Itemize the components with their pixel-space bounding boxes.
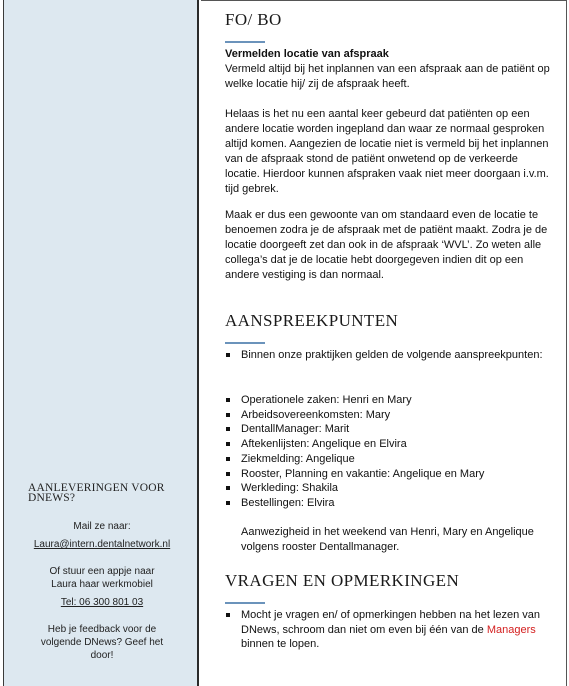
list-item: Aftekenlijsten: Angelique en Elvira	[225, 437, 555, 452]
questions-list	[225, 608, 555, 652]
bullet-icon	[226, 442, 230, 446]
bullet-icon	[226, 613, 230, 617]
questions-text-before: Mocht je vragen en/ of opmerkingen hebben na het lezen van DNews, schroom dan niet om even bij één van de	[241, 609, 541, 636]
app-instruction-line2: Laura haar werkmobiel	[51, 579, 153, 590]
managers-highlight: Managers	[486, 623, 536, 636]
bullet-icon	[226, 457, 230, 461]
list-item: Operationele zaken: Henri en Mary	[225, 393, 555, 408]
bullet-icon	[226, 413, 230, 417]
list-item: Ziekmelding: Angelique	[225, 452, 555, 467]
bullet-icon	[226, 353, 230, 357]
list-item: Bestellingen: Elvira	[225, 496, 555, 511]
feedback-line1: Heb je feedback voor de	[47, 624, 157, 635]
email-link[interactable]: Laura@intern.dentalnetwork.nl	[33, 539, 171, 550]
section-title-fo-bo: FO/ BO	[225, 10, 282, 29]
main-content	[201, 0, 567, 686]
section-title-aanspreekpunten: AANSPREEKPUNTEN	[225, 311, 399, 330]
list-item: DentallManager: Marit	[225, 422, 555, 437]
list-item	[225, 608, 555, 652]
contacts-list	[225, 393, 555, 511]
paragraph-3: Maak er dus een gewoonte van om standaard even de locatie te benoemen zodra je de afspraak met de patiënt maakt. Zodra je de locatie doorgeeft zet dan ook in de afspraak ‘WVL’. Zo weten alle collega’s dat je de locatie hebt doorgegeven indien dit op een andere vestiging is dan normaal.	[225, 209, 548, 281]
accent-rule	[225, 602, 265, 604]
bullet-icon	[226, 427, 230, 431]
list-item: Rooster, Planning en vakantie: Angelique en Mary	[225, 467, 555, 482]
weekend-note: Aanwezigheid in het weekend van Henri, Mary en Angelique volgens rooster Dentallmanager.	[241, 526, 534, 553]
list-item: Binnen onze praktijken gelden de volgende aanspreekpunten:	[225, 348, 555, 363]
section-title-vragen: VRAGEN EN OPMERKINGEN	[225, 571, 460, 590]
app-instruction-line1: Of stuur een appje naar	[49, 566, 155, 577]
mail-label: Mail ze naar:	[73, 521, 131, 532]
paragraph-2: Helaas is het nu een aantal keer gebeurd dat patiënten op een andere locatie worden ingepland dan waar ze normaal gesproken altijd komen. Aangezien de locatie niet is vermeld bij het inplannen van de afspraak stond de patiënt onwetend op de verkeerde locatie. Hierdoor kunnen afspraken vaak niet meer doorgaan i.v.m. tijd gebrek.	[225, 108, 549, 195]
subheading-locatie: Vermelden locatie van afspraak	[225, 48, 389, 60]
list-item: Arbeidsovereenkomsten: Mary	[225, 408, 555, 423]
feedback-line2: volgende DNews? Geef het	[40, 637, 164, 648]
sidebar-heading: AANLEVERINGEN VOOR DNEWS?	[28, 482, 165, 504]
intro-list	[225, 348, 555, 363]
paragraph-1: Vermeld altijd bij het inplannen van een afspraak aan de patiënt op welke locatie hij/ zij de afspraak heeft.	[225, 63, 550, 90]
accent-rule	[225, 342, 265, 344]
phone-link[interactable]: Tel: 06 300 801 03	[60, 597, 144, 608]
sidebar	[3, 0, 199, 686]
bullet-icon	[226, 501, 230, 505]
feedback-line3: door!	[90, 650, 114, 661]
bullet-icon	[226, 472, 230, 476]
bullet-icon	[226, 398, 230, 402]
bullet-icon	[226, 486, 230, 490]
list-item: Werkleding: Shakila	[225, 481, 555, 496]
accent-rule	[225, 41, 265, 43]
questions-text-after: binnen te lopen.	[241, 638, 320, 651]
